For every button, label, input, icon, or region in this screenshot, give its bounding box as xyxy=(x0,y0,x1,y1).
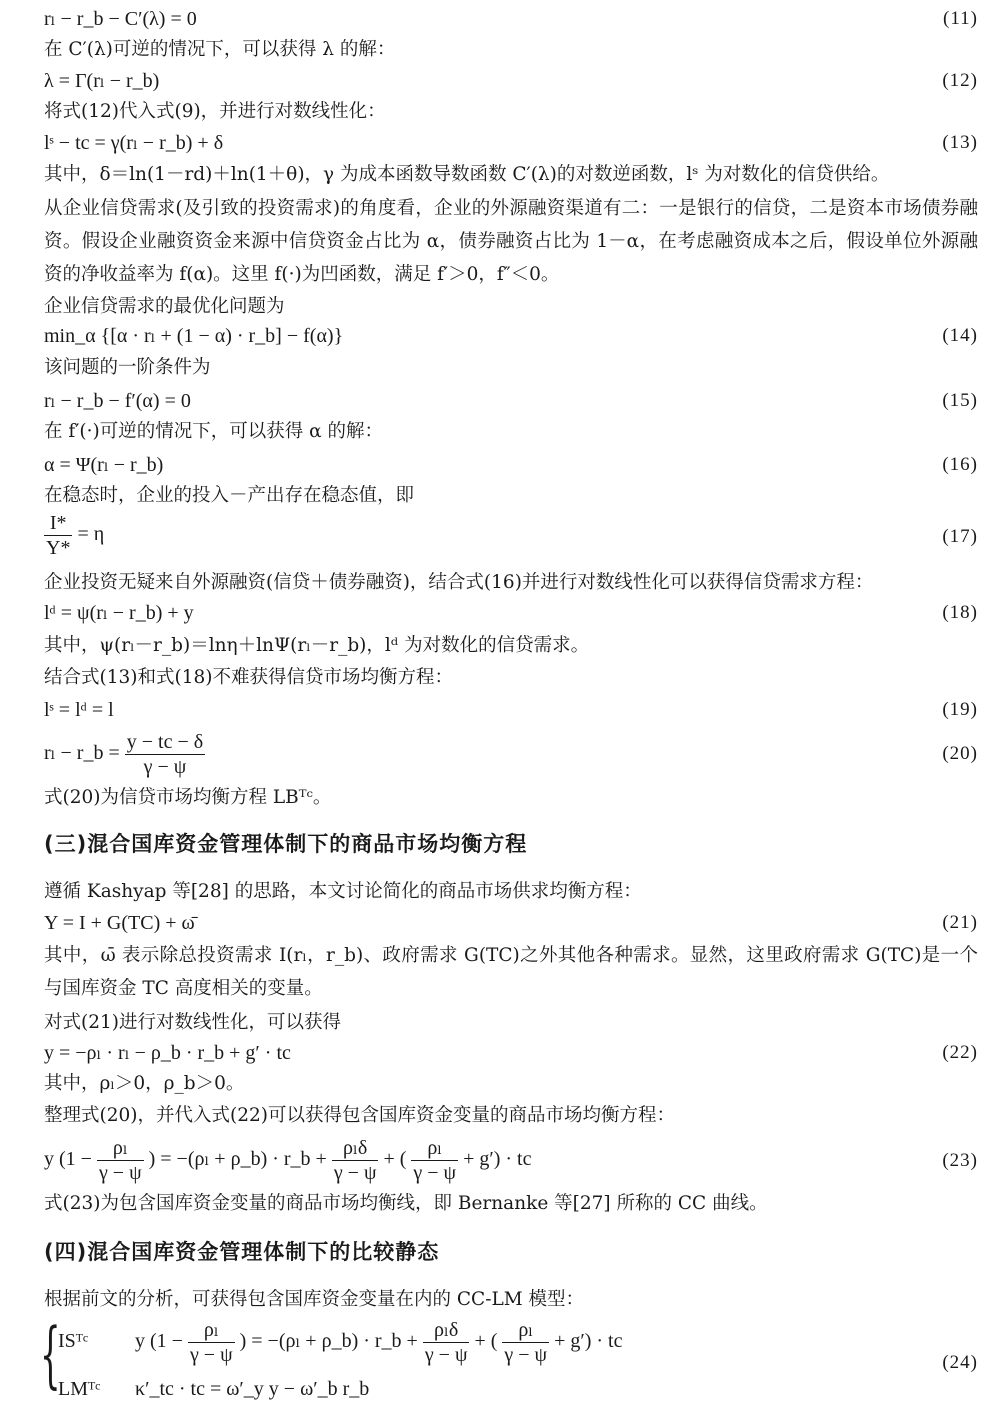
equation-part: y (1 − xyxy=(135,1330,183,1353)
equation-part: κ′_tc · tc = ω′_y y − ω′_b r_b xyxy=(135,1378,370,1400)
equation-number-24: (24) xyxy=(942,1352,978,1373)
equation-17 xyxy=(44,511,104,560)
fraction-numerator: ρₗδ xyxy=(423,1318,470,1343)
fraction xyxy=(332,1136,379,1185)
text-line: 根据前文的分析，可获得包含国库资金变量在内的 CC-LM 模型： xyxy=(44,1289,585,1310)
fraction xyxy=(125,730,205,779)
equation-24-lm xyxy=(58,1376,369,1402)
equation-part: + g′) · tc xyxy=(463,1148,532,1171)
text-line: 将式(12)代入式(9)，并进行对数线性化： xyxy=(44,101,386,122)
equation-number-19: (19) xyxy=(942,699,978,720)
fraction xyxy=(502,1318,549,1367)
equation-label: LMᵀᶜ xyxy=(58,1378,101,1400)
equation-part: + ( xyxy=(474,1330,498,1353)
equation-24-is xyxy=(58,1318,622,1367)
equation-number-18: (18) xyxy=(942,602,978,623)
equation-part: ) = −(ρₗ + ρ_b) · r_b + xyxy=(239,1330,418,1353)
equation-lhs: rₗ − r_b = xyxy=(44,742,120,765)
equation-number-21: (21) xyxy=(942,912,978,933)
equation-19: lˢ = lᵈ = l xyxy=(44,699,114,721)
equation-18: lᵈ = ψ(rₗ − r_b) + y xyxy=(44,602,194,624)
equation-label: ISᵀᶜ xyxy=(58,1330,89,1353)
text-line: 其中，δ＝ln(1－rd)＋ln(1＋θ)，γ 为成本函数导数函数 C′(λ)的对数逆函数，lˢ 为对数化的信贷供给。 xyxy=(44,164,890,185)
system-brace: { xyxy=(40,1312,61,1396)
equation-rhs: = η xyxy=(77,523,105,546)
fraction-denominator: γ − ψ xyxy=(413,1162,457,1184)
equation-number-17: (17) xyxy=(942,526,978,547)
fraction xyxy=(97,1136,144,1185)
fraction xyxy=(423,1318,470,1367)
section-heading: (四)混合国库资金管理体制下的比较静态 xyxy=(44,1240,440,1264)
fraction-denominator: γ − ψ xyxy=(333,1162,377,1184)
paragraph: 从企业信贷需求(及引致的投资需求)的角度看，企业的外源融资渠道有二：一是银行的信贷，二是资本市场债券融资。假设企业融资资金来源中信贷资金占比为 α，债券融资占比为 1－α，在考虑融资成本之后，假设单位外源融资的净收益率为 f(α)。这里 f(·)为凹函数，满足 f′＞0，f″＜0。 xyxy=(44,198,978,285)
fraction-numerator: ρₗ xyxy=(188,1318,235,1343)
fraction-numerator: ρₗ xyxy=(97,1136,144,1161)
fraction-numerator: y − tc − δ xyxy=(126,731,204,753)
fraction-numerator: ρₗδ xyxy=(332,1136,379,1161)
text-line: 在 f′(·)可逆的情况下，可以获得 α 的解： xyxy=(44,421,383,442)
text-line: 在 C′(λ)可逆的情况下，可以获得 λ 的解： xyxy=(44,39,396,60)
fraction-denominator: γ − ψ xyxy=(98,1162,142,1184)
fraction-denominator: γ − ψ xyxy=(424,1344,468,1366)
equation-number-14: (14) xyxy=(942,325,978,346)
text-line: 式(23)为包含国库资金变量的商品市场均衡线，即 Bernanke 等[27] 所称的 CC 曲线。 xyxy=(44,1193,768,1214)
text-line: 遵循 Kashyap 等[28] 的思路，本文讨论简化的商品市场供求均衡方程： xyxy=(44,881,642,902)
text-line: 式(20)为信贷市场均衡方程 LBᵀᶜ。 xyxy=(44,787,332,808)
fraction-denominator: γ − ψ xyxy=(143,756,187,778)
paragraph: 其中，ω̄ 表示除总投资需求 I(rₗ，r_b)、政府需求 G(TC)之外其他各种需求。显然，这里政府需求 G(TC)是一个与国库资金 TC 高度相关的变量。 xyxy=(44,945,978,999)
equation-number-22: (22) xyxy=(942,1042,978,1063)
fraction xyxy=(411,1136,458,1185)
text-line: 其中，ρₗ＞0，ρ_b＞0。 xyxy=(44,1073,245,1094)
text-line: 对式(21)进行对数线性化，可以获得 xyxy=(44,1012,341,1033)
text-line: 结合式(13)和式(18)不难获得信贷市场均衡方程： xyxy=(44,667,453,688)
equation-11: rₗ − r_b − C′(λ) = 0 xyxy=(44,8,197,30)
equation-number-23: (23) xyxy=(942,1150,978,1171)
equation-number-13: (13) xyxy=(942,132,978,153)
equation-15: rₗ − r_b − f′(α) = 0 xyxy=(44,390,191,412)
equation-number-20: (20) xyxy=(942,743,978,764)
text-line: 整理式(20)，并代入式(22)可以获得包含国库资金变量的商品市场均衡方程： xyxy=(44,1105,675,1126)
equation-20 xyxy=(44,730,205,779)
equation-23 xyxy=(44,1136,531,1185)
section-heading: (三)混合国库资金管理体制下的商品市场均衡方程 xyxy=(44,832,528,856)
fraction-numerator: ρₗ xyxy=(502,1318,549,1343)
equation-number-11: (11) xyxy=(943,8,978,29)
text-line: 其中，ψ(rₗ－r_b)＝lnη＋lnΨ(rₗ－r_b)，lᵈ 为对数化的信贷需求。 xyxy=(44,635,590,656)
fraction-denominator: γ − ψ xyxy=(189,1344,233,1366)
equation-number-12: (12) xyxy=(942,70,978,91)
equation-number-16: (16) xyxy=(942,454,978,475)
text-line: 该问题的一阶条件为 xyxy=(44,357,211,378)
fraction xyxy=(188,1318,235,1367)
equation-12: λ = Γ(rₗ − r_b) xyxy=(44,70,160,92)
fraction-numerator: ρₗ xyxy=(411,1136,458,1161)
fraction-denominator: Y* xyxy=(46,537,71,559)
equation-14: min_α {[α · rₗ + (1 − α) · r_b] − f(α)} xyxy=(44,325,344,347)
text-line: 企业信贷需求的最优化问题为 xyxy=(44,296,285,317)
fraction-numerator: I* xyxy=(44,511,72,536)
text-line: 在稳态时，企业的投入－产出存在稳态值，即 xyxy=(44,485,415,506)
fraction xyxy=(44,511,72,560)
fraction-denominator: γ − ψ xyxy=(504,1344,548,1366)
text-line: 企业投资无疑来自外源融资(信贷＋债券融资)，结合式(16)并进行对数线性化可以获得信贷需求方程： xyxy=(44,572,874,593)
equation-part: y (1 − xyxy=(44,1148,92,1171)
equation-13: lˢ − tc = γ(rₗ − r_b) + δ xyxy=(44,132,224,154)
equation-part: + ( xyxy=(383,1148,407,1171)
equation-16: α = Ψ(rₗ − r_b) xyxy=(44,454,164,476)
equation-part: ) = −(ρₗ + ρ_b) · r_b + xyxy=(148,1148,327,1171)
equation-number-15: (15) xyxy=(942,390,978,411)
equation-part: + g′) · tc xyxy=(554,1330,623,1353)
equation-22: y = −ρₗ · rₗ − ρ_b · r_b + g′ · tc xyxy=(44,1042,291,1064)
equation-21: Y = I + G(TC) + ω̄ xyxy=(44,912,195,934)
